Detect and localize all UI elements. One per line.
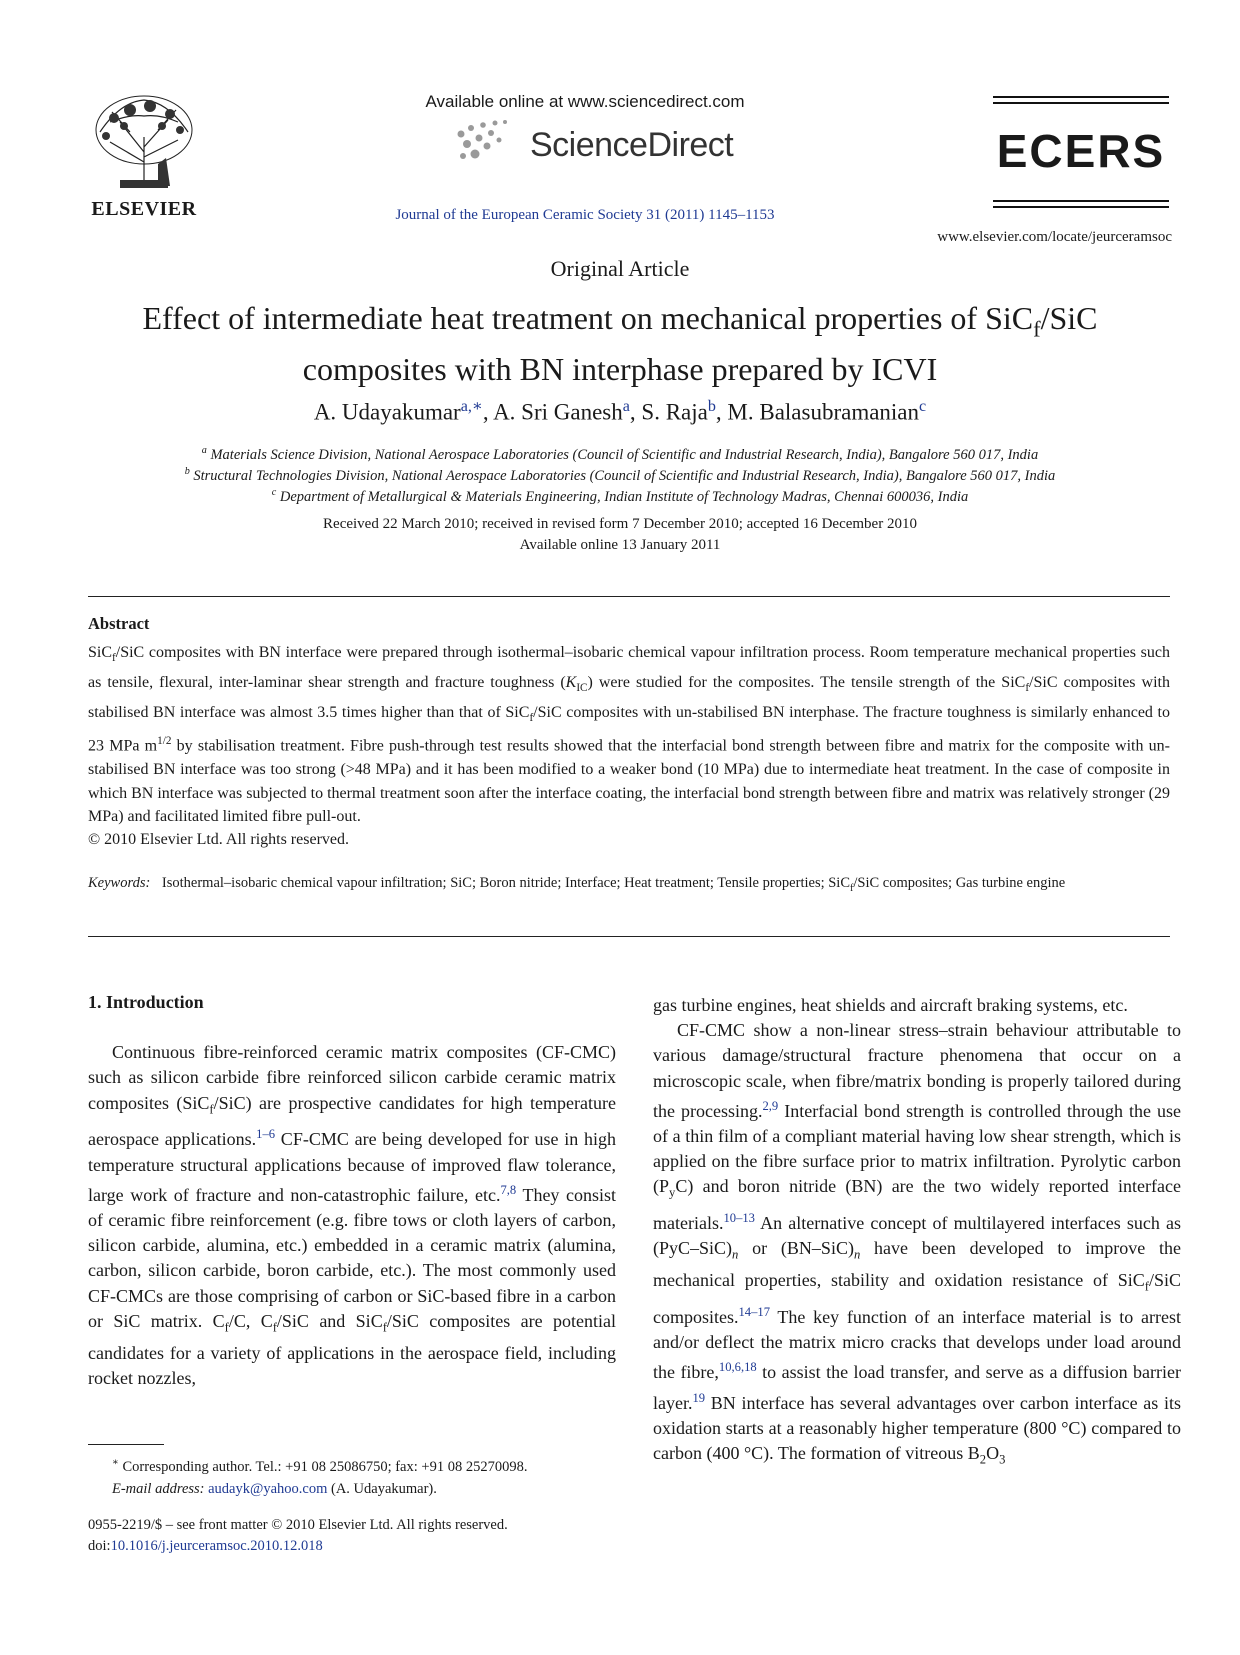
section-heading-introduction: 1. Introduction xyxy=(88,992,204,1012)
keywords: Keywords: Isothermal–isobaric chemical vapour infiltration; SiC; Boron nitride; Interface; Heat treatment; Tensile properties; SiC$_f$/SiC composites; Gas turbine engine xyxy=(88,875,1066,894)
article-title xyxy=(80,298,1160,390)
corresponding-author-footnote: ∗ Corresponding author. Tel.: +91 08 25086750; fax: +91 08 25270098. E-mail address: audayk@yahoo.com (A. Udayakumar). xyxy=(112,1457,528,1497)
title-line-1 xyxy=(142,300,1098,342)
elsevier-tree-icon xyxy=(90,92,198,194)
author-list: A. Udayakumar$^{a,∗}$, A. Sri Ganesh$^a$, S. Raja$^b$, M. Balasubramanian$^c$ xyxy=(313,398,927,425)
logo-rule xyxy=(993,102,1169,104)
front-matter xyxy=(88,1515,508,1557)
journal-reference-link[interactable]: Journal of the European Ceramic Society 31 (2011) 1145–1153 xyxy=(395,207,775,223)
issn-line: 0955-2219/$ – see front matter © 2010 Elsevier Ltd. All rights reserved. xyxy=(88,1517,508,1533)
body-paragraph: CF-CMC show a non-linear stress–strain behaviour attributable to various damage/structural fracture phenomena that occur on a microscopic scale, when fibre/matrix bonding is properly tailored during the processing.$^{2,9}$ Interfacial bond strength is controlled through the use of a thin film of a compliant material having low shear strength, which is applied on the fibre surface prior to matrix infiltration. Pyrolytic carbon $(P_yC)$ and boron nitride (BN) are the two widely reported interface materials.$^{10-13}$ An alternative concept of multilayered interfaces such as $(PyC-SiC)_n$ or $(BN-SiC)_n$ have been developed to improve the mechanical properties, stability and oxidation resistance of SiC$_f$/SiC composites.$^{14-17}$ The key function of an interface material is to arrest and/or deflect the matrix micro cracks that develops under load around the fibre,$^{10,6,18}$ to assist the load transfer, and serve as a diffusion barrier layer.$^{19}$ BN interface has several advantages over carbon interface as its oxidation starts at a reasonably higher temperature (800 °C) compared to carbon (400 °C). The formation of vitreous $B_2O_3$ xyxy=(653,1020,1181,1467)
title-line-2: composites with BN interphase prepared by ICVI xyxy=(302,351,938,388)
author-name: M. Balasubramanian xyxy=(727,399,920,425)
divider xyxy=(88,936,1170,937)
elsevier-logo xyxy=(84,92,204,224)
available-online-date: Available online 13 January 2011 xyxy=(519,537,721,553)
affiliation xyxy=(0,487,1240,506)
doi-link[interactable]: 10.1016/j.jeurceramsoc.2010.12.018 xyxy=(110,1538,323,1554)
email-label: E-mail address: xyxy=(112,1480,205,1497)
divider xyxy=(88,596,1170,597)
title-subscript: f xyxy=(1033,316,1041,342)
ecers-wordmark: ECERS xyxy=(996,125,1166,177)
logo-rule xyxy=(993,96,1169,98)
email-link[interactable]: audayk@yahoo.com xyxy=(208,1480,328,1497)
keywords-label: Keywords: xyxy=(88,875,151,891)
sciencedirect-dots-icon xyxy=(455,118,515,166)
affiliation-text: Structural Technologies Division, National Aerospace Laboratories (Council of Scientific and Industrial Research, India), Bangalore 560 017, India xyxy=(193,467,1056,484)
body-paragraph: Continuous fibre-reinforced ceramic matrix composites (CF-CMC) such as silicon carbide fibre reinforced silicon carbide ceramic matrix composites (SiC$_f$/SiC) are prospective candidates for high temperature aerospace applications.$^{1-6}$ CF-CMC are being developed for use in high temperature structural applications because of improved flaw tolerance, large work of fracture and non-catastrophic failure, etc.$^{7,8}$ They consist of ceramic fibre reinforcement (e.g. fibre tows or cloth layers of carbon, silicon carbide, alumina, etc.) embedded in a ceramic matrix (alumina, carbon, silicon carbide, boron carbide, etc.). The most commonly used CF-CMCs are those comprising of carbon or SiC-based fibre in a carbon or SiC matrix. $C_f/C$, $C_f$/SiC and SiC$_f$/SiC composites are potential candidates for a variety of applications in the aerospace field, including rocket nozzles, xyxy=(88,1042,616,1388)
article-type: Original Article xyxy=(550,256,690,281)
right-column xyxy=(653,993,1181,1473)
footnote-rule xyxy=(88,1444,164,1445)
author-affiliation-mark[interactable]: c xyxy=(919,398,927,415)
footnote-contact: Corresponding author. Tel.: +91 08 25086750; fax: +91 08 25270098. xyxy=(122,1458,528,1475)
author-affiliation-mark[interactable]: b xyxy=(707,398,716,415)
email-owner: (A. Udayakumar). xyxy=(331,1480,437,1497)
affiliation xyxy=(0,445,1240,464)
author-name: A. Sri Ganesh xyxy=(493,399,623,425)
journal-url[interactable]: www.elsevier.com/locate/jeurceramsoc xyxy=(937,229,1172,245)
body-paragraph: gas turbine engines, heat shields and aircraft braking systems, etc. xyxy=(653,995,1128,1015)
ecers-logo xyxy=(993,96,1169,241)
affiliation xyxy=(0,466,1240,485)
author-affiliation-mark[interactable]: a,∗ xyxy=(460,398,483,415)
elsevier-wordmark: ELSEVIER xyxy=(91,198,197,220)
available-online-text: Available online at www.sciencedirect.com xyxy=(425,92,745,111)
author-name: S. Raja xyxy=(641,399,708,425)
affiliation-text: Department of Metallurgical & Materials Engineering, Indian Institute of Technology Madras, Chennai 600036, India xyxy=(279,488,969,505)
left-column xyxy=(88,990,616,1391)
affiliation-mark: b xyxy=(184,466,190,477)
author-name: A. Udayakumar xyxy=(313,399,461,425)
affiliation-text: Materials Science Division, National Aerospace Laboratories (Council of Scientific and Industrial Research, India), Bangalore 560 017, India xyxy=(210,446,1039,463)
received-dates: Received 22 March 2010; received in revised form 7 December 2010; accepted 16 December 2010 xyxy=(323,516,917,532)
sciencedirect-wordmark: ScienceDirect xyxy=(530,126,734,164)
title-text: Effect of intermediate heat treatment on mechanical properties of SiC xyxy=(142,300,1034,336)
doi-line xyxy=(88,1536,508,1557)
logo-rule xyxy=(993,206,1169,208)
affiliation-mark: c xyxy=(271,487,277,498)
abstract-copyright: © 2010 Elsevier Ltd. All rights reserved. xyxy=(88,831,349,848)
abstract-heading: Abstract xyxy=(88,614,150,633)
logo-rule xyxy=(993,200,1169,202)
abstract-body: SiC$_f$/SiC composites with BN interface were prepared through isothermal–isobaric chemical vapour infiltration process. Room temperature mechanical properties such as tensile, flexural, inter-laminar shear strength and fracture toughness $(K_{IC})$ were studied for the composites. The tensile strength of the SiC$_f$/SiC composites with stabilised BN interface was almost 3.5 times higher than that of SiC$_f$/SiC composites with un-stabilised BN interphase. The fracture toughness is similarly enhanced to 23 MPa $m^{1/2}$ by stabilisation treatment. Fibre push-through test results showed that the interfacial bond strength between fibre and matrix for the composite with un-stabilised BN interface was too strong (>48 MPa) and it has been modified to a weaker bond (10 MPa) due to intermediate heat treatment. In the case of composite in which BN interface was subjected to thermal treatment soon after the interface coating, the interfacial bond strength between fibre and matrix was relatively stronger (29 MPa) and facilitated limited fibre pull-out. xyxy=(88,644,1171,826)
doi-label: doi: xyxy=(88,1538,111,1554)
title-text: /SiC xyxy=(1040,300,1098,336)
affiliation-mark: a xyxy=(201,445,207,456)
author-affiliation-mark[interactable]: a xyxy=(622,398,630,415)
